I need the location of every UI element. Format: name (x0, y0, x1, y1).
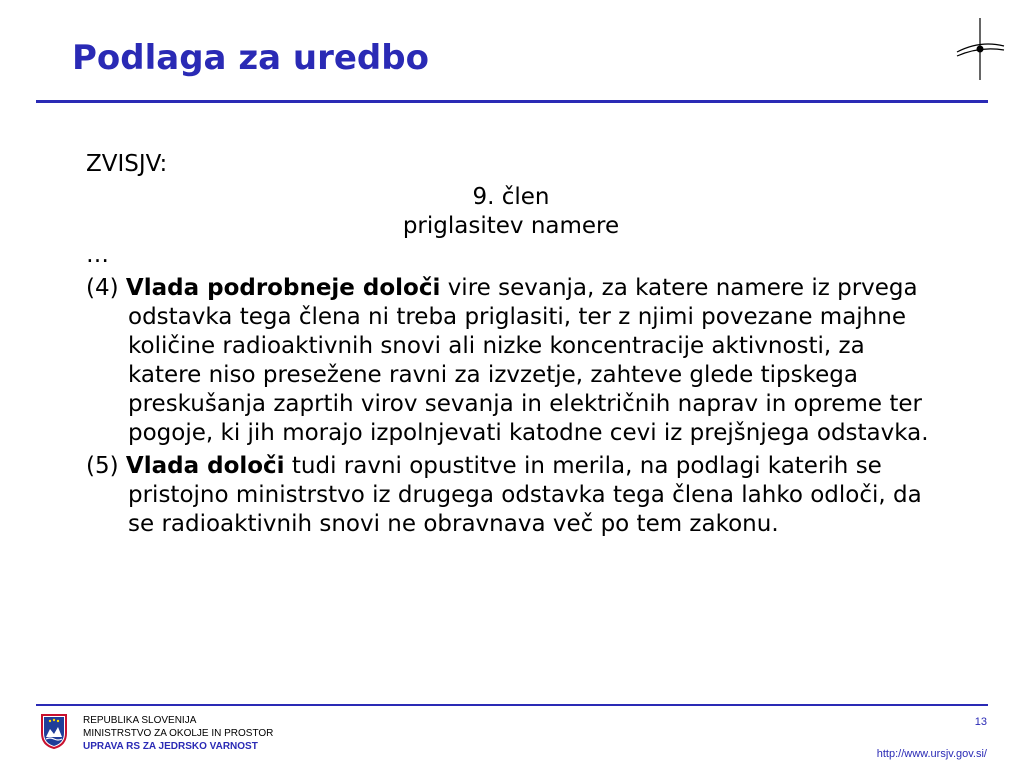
footer-line-administration: UPRAVA RS ZA JEDRSKO VARNOST (83, 741, 258, 752)
footer-organization (83, 714, 273, 753)
paragraph-4-text: vire sevanja, za katere namere iz prvega odstavka tega člena ni treba priglasiti, ter z njimi povezane majhne količine radioaktivnih snovi ali nizke koncentracije aktivnosti, za katere niso presežene ravni za izvzetje, zahteve glede tipskega preskušanja zaprtih virov sevanja in električnih naprav in opreme ter pogoje, ki jih morajo izpolnjevati katodne cevi iz prejšnjega odstavka. (128, 275, 929, 446)
page-number: 13 (974, 716, 987, 728)
slovenia-crest-icon (40, 713, 68, 749)
paragraph-5-prefix: (5) (86, 453, 119, 479)
footer-line-ministry: MINISTRSTVO ZA OKOLJE IN PROSTOR (83, 728, 274, 739)
paragraph-4-prefix: (4) (86, 275, 119, 301)
paragraph-5-bold: Vlada določi (125, 453, 285, 479)
intro-text: ZVISJV: (86, 151, 168, 177)
footer-divider (36, 704, 988, 706)
slide-title: Podlaga za uredbo (72, 38, 429, 78)
paragraph-4 (86, 274, 936, 448)
article-name: priglasitev namere (402, 213, 620, 239)
slide-body (86, 150, 936, 539)
ellipsis: … (86, 242, 109, 268)
article-number: 9. člen (472, 184, 550, 210)
paragraph-5-text: tudi ravni opustitve in merila, na podlagi katerih se pristojno ministrstvo iz drugega odstavka tega člena lahko odloči, da se radioaktivnih snovi ne obravnava več po tem zakonu. (128, 453, 922, 537)
footer-line-republic: REPUBLIKA SLOVENIJA (83, 715, 197, 726)
footer-url-link[interactable]: http://www.ursjv.gov.si/ (876, 748, 987, 760)
paragraph-5 (86, 452, 936, 539)
title-divider (36, 100, 988, 103)
paragraph-4-bold: Vlada podrobneje določi (125, 275, 441, 301)
atom-logo-icon (952, 16, 1008, 82)
